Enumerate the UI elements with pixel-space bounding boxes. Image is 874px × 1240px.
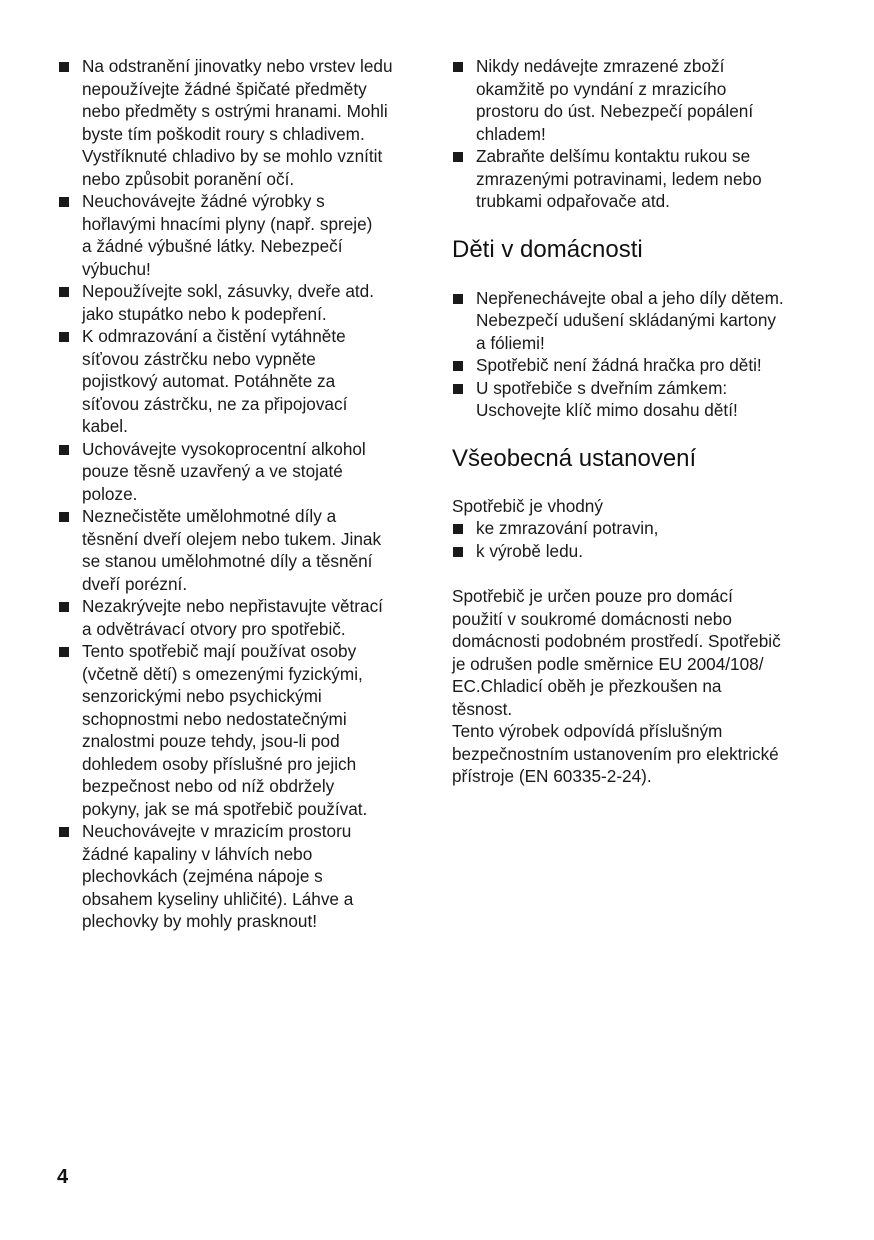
square-bullet-icon bbox=[453, 361, 463, 371]
square-bullet-icon bbox=[453, 152, 463, 162]
general-paragraph-standards: Tento výrobek odpovídá příslušným bezpečnostním ustanovením pro elektrické přístroje (EN 60335-2-24). bbox=[452, 721, 779, 786]
list-item-text: Neznečistěte umělohmotné díly a těsnění dveří olejem nebo tukem. Jinak se stanou umělohmotné díly a těsnění dveří porézní. bbox=[82, 506, 382, 594]
right-column bbox=[452, 55, 822, 788]
safety-bullet-list-continued bbox=[452, 55, 822, 213]
list-item-text: Spotřebič není žádná hračka pro děti! bbox=[476, 355, 762, 375]
list-item-text: Nepoužívejte sokl, zásuvky, dveře atd. jako stupátko nebo k podepření. bbox=[82, 281, 375, 324]
square-bullet-icon bbox=[453, 62, 463, 72]
children-bullet-list bbox=[452, 287, 822, 422]
square-bullet-icon bbox=[453, 547, 463, 557]
list-item bbox=[58, 505, 428, 595]
list-item-text: Tento spotřebič mají používat osoby (včetně dětí) s omezenými fyzickými, senzorickými nebo psychickými schopnostmi nebo nedostatečnými znalostmi pouze tehdy, jsou-li pod dohledem osoby příslušné pro jejich bezpečnost nebo od níž obdržely pokyny, jak se má spotřebič používat. bbox=[82, 641, 368, 819]
general-intro-text: Spotřebič je vhodný bbox=[452, 495, 603, 516]
list-item-text: Na odstranění jinovatky nebo vrstev ledu nepoužívejte žádné špičaté předměty nebo předměty s ostrými hranami. Mohli byste tím poškodit roury s chladivem. Vystříknuté chladivo by se mohlo vznítit nebo způsobit poranění očí. bbox=[82, 56, 393, 189]
square-bullet-icon bbox=[59, 602, 69, 612]
general-bullet-list bbox=[452, 517, 822, 562]
square-bullet-icon bbox=[453, 294, 463, 304]
list-item-text: Neuchovávejte v mrazicím prostoru žádné kapaliny v láhvích nebo plechovkách (zejména nápoje s obsahem kyseliny uhličité). Láhve a plechovky by mohly prasknout! bbox=[82, 821, 354, 931]
square-bullet-icon bbox=[59, 512, 69, 522]
square-bullet-icon bbox=[59, 197, 69, 207]
list-item bbox=[58, 325, 428, 438]
left-column bbox=[58, 55, 428, 933]
list-item bbox=[58, 595, 428, 640]
list-item-text: Nezakrývejte nebo nepřistavujte větrací a odvětrávací otvory pro spotřebič. bbox=[82, 596, 383, 639]
list-item-text: k výrobě ledu. bbox=[476, 540, 584, 561]
list-item-text: ke zmrazování potravin, bbox=[476, 518, 659, 538]
list-item bbox=[452, 377, 822, 422]
square-bullet-icon bbox=[453, 384, 463, 394]
square-bullet-icon bbox=[59, 287, 69, 297]
list-item bbox=[452, 145, 822, 213]
list-item-text: Uchovávejte vysokoprocentní alkohol pouze těsně uzavřený a ve stojaté poloze. bbox=[82, 438, 366, 504]
page-number: 4 bbox=[57, 1166, 69, 1188]
list-item-text: K odmrazování a čistění vytáhněte síťovou zástrčku nebo vypněte pojistkový automat. Potáhněte za síťovou zástrčku, ne za připojovací kabel. bbox=[82, 326, 348, 436]
square-bullet-icon bbox=[59, 62, 69, 72]
list-item-text: Nikdy nedávejte zmrazené zboží okamžitě po vyndání z mrazicího prostoru do úst. Nebezpečí popálení chladem! bbox=[476, 56, 754, 144]
list-item-text: Zabraňte delšímu kontaktu rukou se zmrazenými potravinami, ledem nebo trubkami odpařovače atd. bbox=[476, 146, 762, 211]
section-heading-children: Děti v domácnosti bbox=[452, 235, 643, 263]
list-item bbox=[58, 280, 428, 325]
list-item bbox=[58, 640, 428, 820]
square-bullet-icon bbox=[59, 332, 69, 342]
safety-bullet-list bbox=[58, 55, 428, 933]
list-item bbox=[452, 540, 822, 563]
list-item bbox=[58, 438, 428, 506]
section-heading-general: Všeobecná ustanovení bbox=[452, 444, 697, 472]
square-bullet-icon bbox=[59, 827, 69, 837]
list-item bbox=[452, 55, 822, 145]
list-item bbox=[452, 354, 822, 377]
list-item bbox=[58, 820, 428, 933]
square-bullet-icon bbox=[59, 647, 69, 657]
list-item bbox=[58, 55, 428, 190]
list-item bbox=[452, 287, 822, 355]
square-bullet-icon bbox=[59, 445, 69, 455]
list-item-text: U spotřebiče s dveřním zámkem: Uschovejte klíč mimo dosahu dětí! bbox=[476, 377, 738, 420]
general-paragraph-usage: Spotřebič je určen pouze pro domácí použití v soukromé domácnosti nebo domácnosti podobném prostředí. Spotřebič je odrušen podle směrnice EU 2004/108/ EC.Chladicí oběh je přezkoušen na těsnost. bbox=[452, 586, 781, 719]
list-item-text: Neuchovávejte žádné výrobky s hořlavými hnacími plyny (např. spreje) a žádné výbušné látky. Nebezpečí výbuchu! bbox=[82, 191, 373, 279]
square-bullet-icon bbox=[453, 524, 463, 534]
list-item bbox=[58, 190, 428, 280]
list-item-text: Nepřenechávejte obal a jeho díly dětem. Nebezpečí udušení skládanými kartony a fóliemi! bbox=[476, 287, 784, 353]
list-item bbox=[452, 517, 822, 540]
